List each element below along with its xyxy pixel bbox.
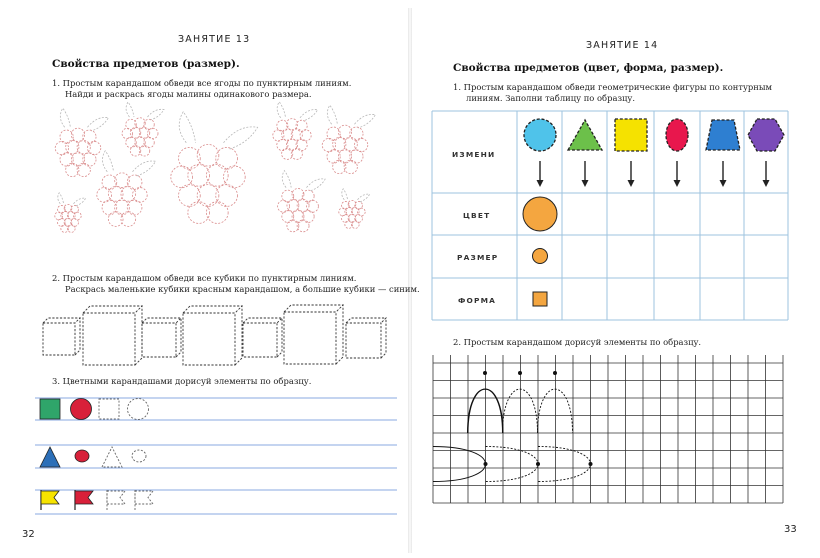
right-task1-line1: 1. Простым карандашом обведи геометрические фигуры по контурным	[453, 82, 773, 92]
cube-side	[75, 318, 80, 355]
down-arrow-icon	[537, 180, 544, 187]
cubes-illustration	[38, 300, 398, 362]
cube	[142, 318, 181, 357]
arch-curve	[468, 389, 503, 433]
raspberry-drupe	[333, 160, 346, 173]
raspberry-leaf	[88, 117, 109, 131]
raspberry-drupe	[282, 129, 293, 140]
raspberry-drupe	[66, 163, 79, 176]
cube	[83, 306, 142, 365]
raspberry-leaf	[224, 127, 258, 149]
loop-dot	[484, 462, 488, 466]
cube	[284, 305, 343, 364]
raspberry-leaf	[327, 105, 337, 124]
row-label-size: РАЗМЕР	[457, 253, 499, 262]
cube-top	[142, 318, 181, 323]
arch-dot	[483, 371, 487, 375]
arch-curve	[503, 389, 538, 433]
raspberry-drupe	[277, 139, 288, 150]
raspberry	[322, 105, 375, 173]
down-arrow-icon	[628, 180, 635, 187]
cube-side	[135, 306, 142, 365]
green-square	[40, 399, 60, 419]
raspberry	[339, 189, 370, 229]
cube	[243, 318, 282, 357]
down-arrow-icon	[720, 180, 727, 187]
flag-cloth	[75, 491, 93, 504]
sample-color-circle	[523, 197, 557, 231]
cube-front	[346, 323, 381, 358]
cube-top	[83, 306, 142, 313]
raspberry-drupe	[333, 138, 346, 151]
flag-cloth	[41, 491, 59, 504]
raspberry-drupe	[286, 139, 297, 150]
raspberry-leaf	[342, 189, 348, 200]
shape-oval	[666, 119, 688, 151]
raspberry-leaf	[300, 110, 318, 121]
cube-top	[284, 305, 343, 312]
raspberry-drupe	[355, 138, 368, 151]
left-task1-line1: 1. Простым карандашом обведи все ягоды по пунктирным линиям.	[52, 78, 352, 88]
raspberry-leaf	[126, 102, 134, 117]
cube	[183, 306, 242, 365]
flag-cloth	[107, 491, 125, 504]
raspberry-drupe	[292, 188, 304, 200]
cube	[43, 318, 80, 355]
cube-top	[243, 318, 282, 323]
raspberry-drupe	[307, 200, 319, 212]
book-spine	[408, 8, 412, 553]
loop-dot	[536, 462, 540, 466]
raspberry-drupe	[66, 141, 79, 154]
raspberry-drupe	[188, 202, 210, 224]
loop-curve	[433, 447, 486, 482]
cube-side	[277, 318, 282, 357]
raspberry-leaf	[103, 151, 114, 172]
raspberry-drupe	[327, 150, 340, 163]
raspberry-drupe	[88, 141, 101, 154]
shape-triangle	[568, 120, 602, 150]
cube-front	[43, 323, 75, 355]
raspberry	[55, 193, 86, 233]
left-heading: Свойства предметов (размер).	[52, 58, 240, 70]
right-task2-line1: 2. Простым карандашом дорисуй элементы по образцу.	[453, 337, 702, 347]
red-small-circle	[75, 450, 89, 462]
raspberry-drupe	[130, 128, 141, 139]
raspberry-leaf	[133, 161, 156, 176]
sample-size-circle	[533, 249, 548, 264]
raspberry-drupe	[97, 188, 112, 203]
flag	[75, 490, 93, 510]
raspberry	[278, 171, 326, 232]
down-arrow-icon	[582, 180, 589, 187]
raspberry-leaf	[358, 194, 370, 202]
raspberry-drupe	[127, 175, 142, 190]
cube-side	[336, 305, 343, 364]
raspberry	[171, 112, 258, 224]
arch-dot	[553, 371, 557, 375]
down-arrow-icon	[674, 180, 681, 187]
dashed-triangle	[102, 447, 122, 467]
cube-front	[83, 313, 135, 365]
raspberry-drupe	[133, 188, 148, 203]
raspberry-leaf	[60, 108, 70, 127]
arch-curve	[538, 389, 573, 433]
raspberry-drupe	[188, 165, 210, 187]
cube-side	[235, 306, 242, 365]
shape-hexagon	[748, 119, 784, 151]
dashed-small-circle	[132, 450, 146, 462]
lesson-14-title: ЗАНЯТИЕ 14	[586, 40, 659, 51]
flag	[135, 490, 153, 510]
pattern-exercise	[35, 390, 400, 520]
page-number-left: 32	[22, 529, 35, 540]
arch-dot	[518, 371, 522, 375]
cube-side	[176, 318, 181, 357]
raspberries-illustration	[40, 105, 400, 255]
cube-front	[183, 313, 235, 365]
raspberry-drupe	[179, 185, 201, 207]
flag	[107, 490, 125, 510]
raspberry-drupe	[77, 141, 90, 154]
cube-top	[346, 318, 386, 323]
raspberry-drupe	[344, 138, 357, 151]
raspberry-leaf	[148, 109, 165, 120]
flag	[41, 490, 59, 510]
raspberry-drupe	[282, 148, 293, 159]
row-label-change: ИЗМЕНИ	[452, 150, 496, 159]
raspberry-leaf	[307, 179, 326, 191]
down-arrow-icon	[763, 180, 770, 187]
raspberry-drupe	[282, 190, 294, 202]
cube-front	[243, 323, 277, 357]
cube-top	[43, 318, 80, 323]
raspberry-drupe	[291, 148, 302, 159]
raspberry-drupe	[60, 153, 73, 166]
cube-front	[284, 312, 336, 364]
loop-curve	[538, 447, 591, 482]
raspberry-leaf	[74, 198, 86, 206]
row-label-shape: ФОРМА	[458, 296, 497, 305]
cube-top	[183, 306, 242, 313]
loop-curve	[486, 447, 539, 482]
raspberry	[55, 108, 108, 176]
left-task1-line2: Найди и раскрась ягоды малины одинакового размера.	[65, 89, 312, 99]
raspberry-leaf	[179, 112, 195, 143]
raspberry	[273, 102, 318, 160]
sample-shape-square	[533, 292, 547, 306]
row-label-color: ЦВЕТ	[463, 211, 491, 220]
left-task3-line1: 3. Цветными карандашами дорисуй элементы по образцу.	[52, 376, 312, 386]
cube	[346, 318, 386, 358]
flag-cloth	[135, 491, 153, 504]
raspberry-leaf	[277, 102, 285, 118]
right-heading: Свойства предметов (цвет, форма, размер).	[453, 62, 724, 74]
raspberry-drupe	[197, 144, 219, 166]
red-circle	[71, 399, 92, 420]
shape-square	[615, 119, 647, 151]
raspberry	[97, 151, 156, 227]
cube-front	[142, 323, 176, 357]
raspberry-drupe	[102, 175, 117, 190]
dashed-circle	[128, 399, 149, 420]
lesson-13-title: ЗАНЯТИЕ 13	[178, 34, 251, 45]
raspberry-leaf	[355, 114, 376, 128]
right-task1-line2: линиям. Заполни таблицу по образцу.	[466, 93, 635, 103]
raspberry-drupe	[130, 146, 141, 157]
raspberry	[122, 102, 164, 156]
page-number-right: 33	[784, 524, 797, 535]
cube-side	[381, 318, 386, 358]
shape-circle	[524, 119, 556, 151]
raspberry-leaf	[58, 193, 64, 204]
loop-dot	[589, 462, 593, 466]
raspberry-leaf	[282, 171, 291, 188]
left-task2-line1: 2. Простым карандашом обведи все кубики по пунктирным линиям.	[52, 273, 357, 283]
shape-trapezoid	[706, 120, 740, 150]
left-task2-line2: Раскрась маленькие кубики красным карандашом, а большие кубики — синим.	[65, 284, 420, 294]
dashed-square	[99, 399, 119, 419]
grid-exercise	[433, 355, 793, 515]
blue-triangle	[40, 447, 60, 467]
